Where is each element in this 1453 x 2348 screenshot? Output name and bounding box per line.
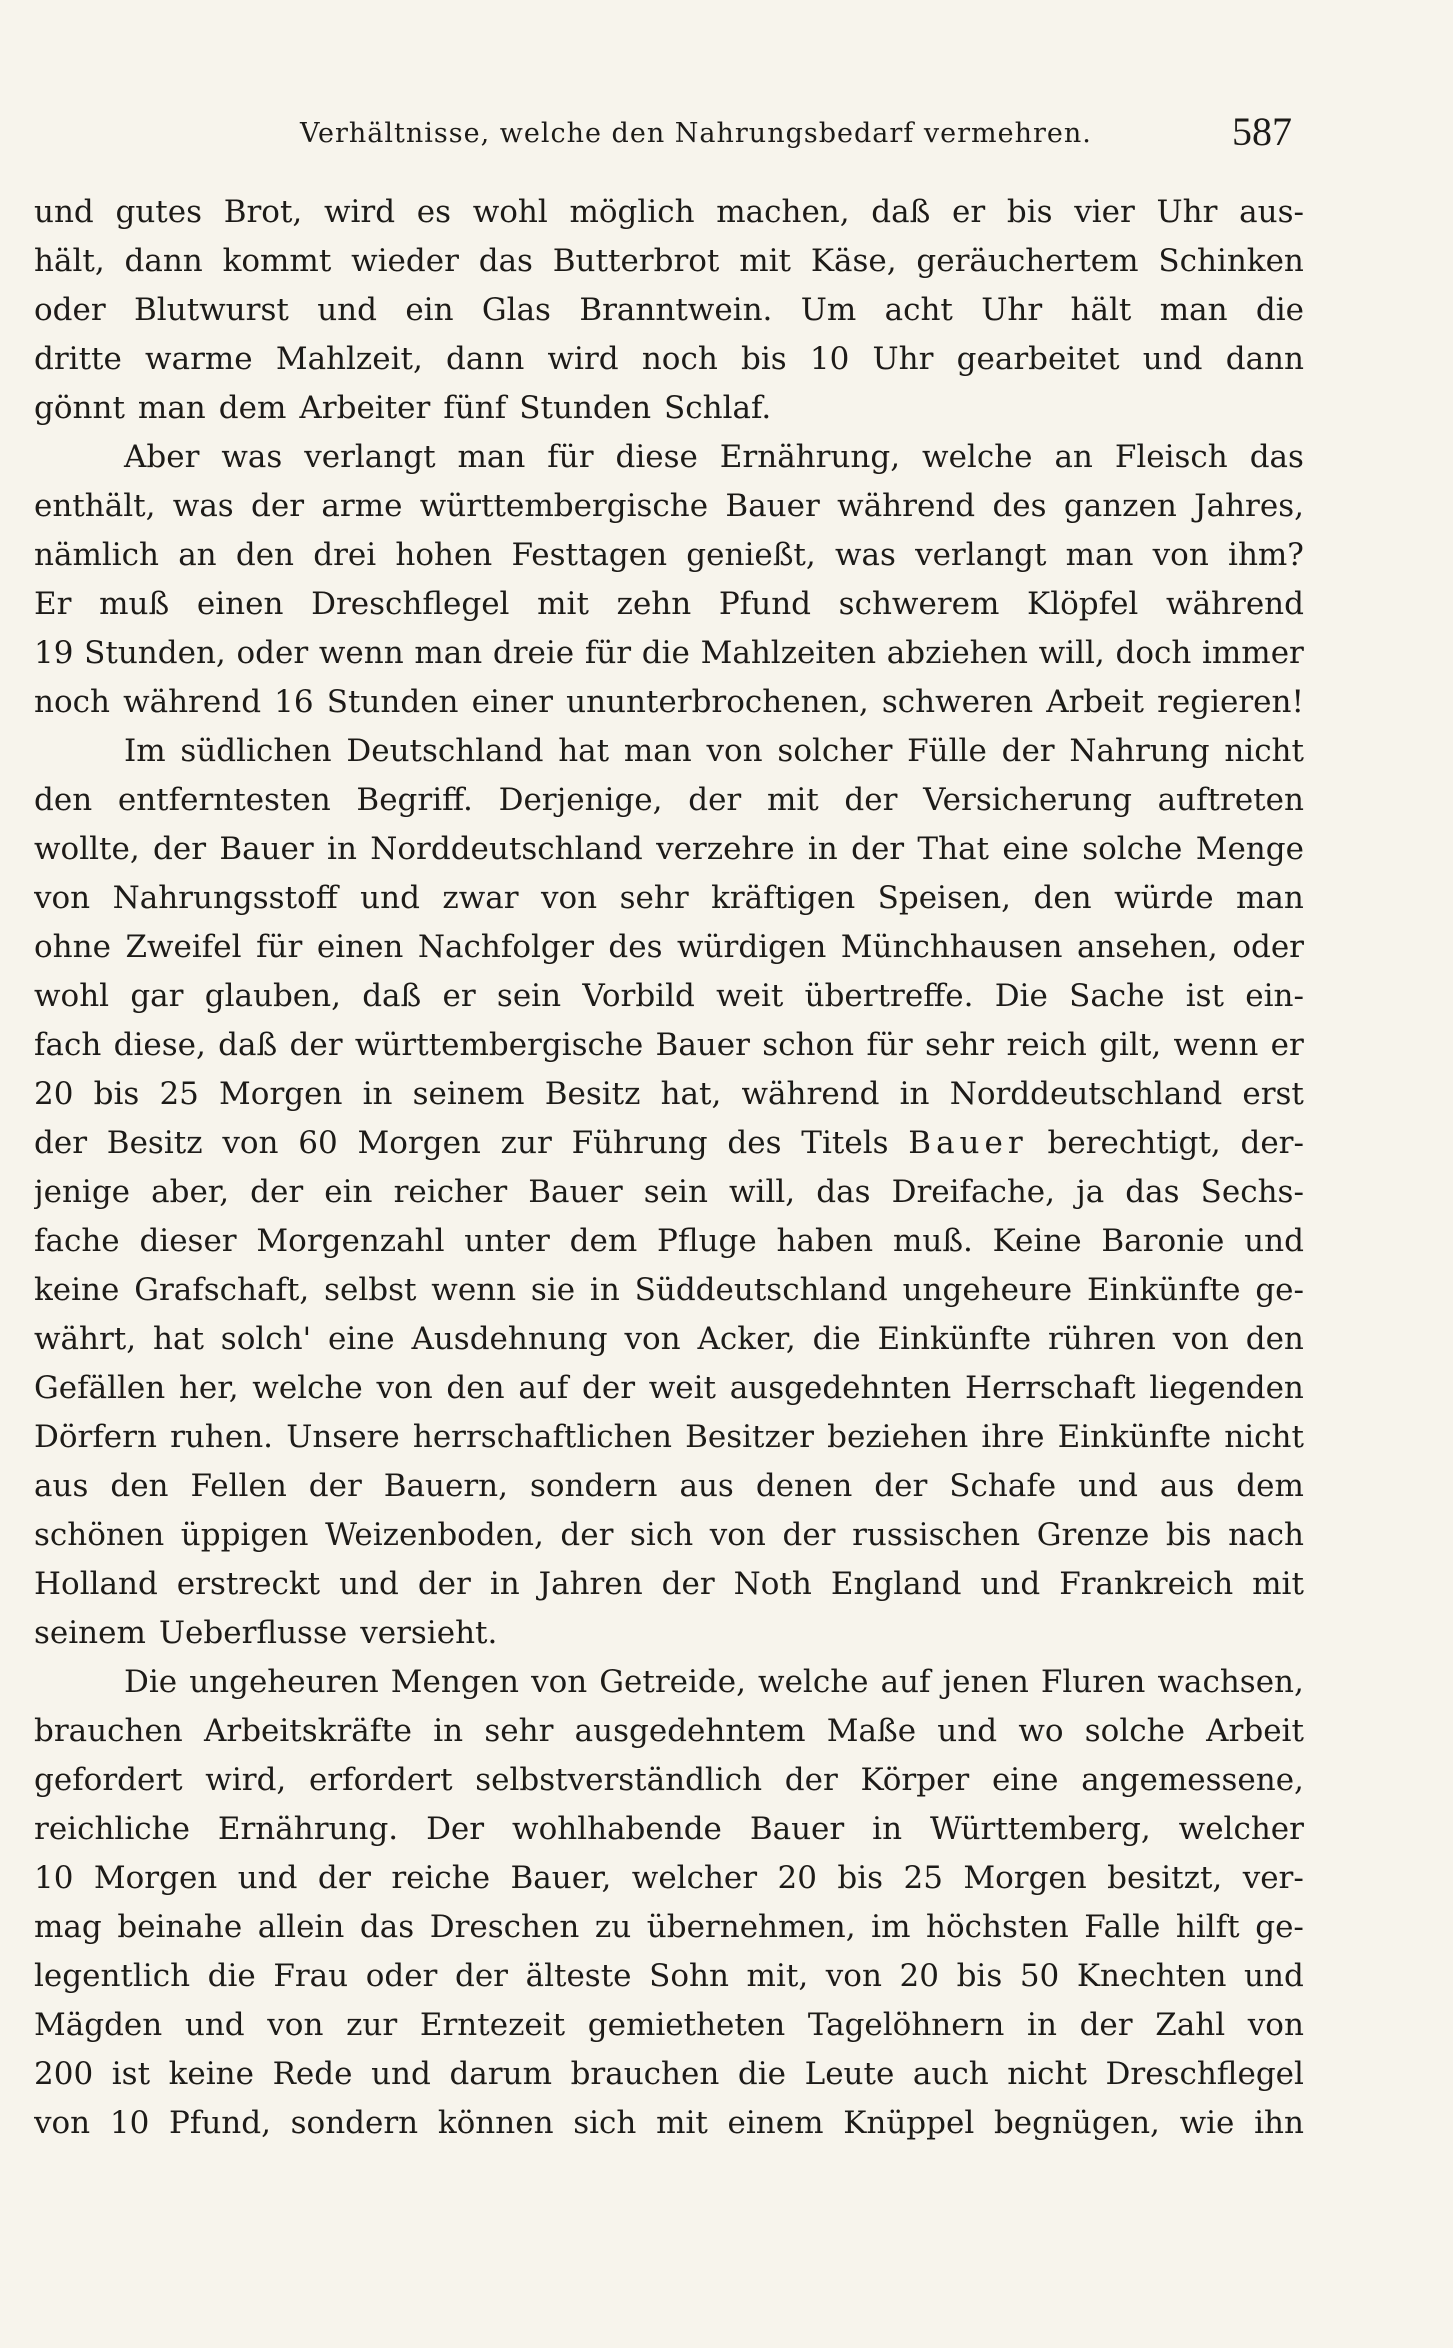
text-line: Im südlichen Deutschland hat man von solcher Fülle der Nahrung nicht (124, 733, 1304, 769)
text-line: ohne Zweifel für einen Nachfolger des würdigen Münchhausen ansehen, oder (34, 929, 1304, 965)
text-line: reichliche Ernährung. Der wohlhabende Bauer in Württemberg, welcher (34, 1811, 1304, 1847)
text-line: Gefällen her, welche von den auf der weit ausgedehnten Herrschaft liegenden (34, 1370, 1304, 1406)
text-line: legentlich die Frau oder der älteste Sohn mit, von 20 bis 50 Knechten und (34, 1958, 1304, 1994)
text-line: wollte, der Bauer in Norddeutschland verzehre in der That eine solche Menge (34, 831, 1304, 867)
text-line: fache dieser Morgenzahl unter dem Pfluge haben muß. Keine Baronie und (34, 1223, 1304, 1259)
text-line: Holland erstreckt und der in Jahren der Noth England und Frankreich mit (34, 1566, 1304, 1602)
text-line: enthält, was der arme württembergische Bauer während des ganzen Jahres, (34, 488, 1304, 524)
text-line: von 10 Pfund, sondern können sich mit einem Knüppel begnügen, wie ihn (34, 2105, 1304, 2141)
text-line: gefordert wird, erfordert selbstverständlich der Körper eine angemessene, (34, 1762, 1304, 1798)
text-line: Die ungeheuren Mengen von Getreide, welche auf jenen Fluren wachsen, (124, 1664, 1304, 1700)
text-line: mag beinahe allein das Dreschen zu übernehmen, im höchsten Falle hilft ge- (34, 1909, 1304, 1945)
text-line: keine Grafschaft, selbst wenn sie in Süddeutschland ungeheure Einkünfte ge- (34, 1272, 1304, 1308)
text-line: brauchen Arbeitskräfte in sehr ausgedehntem Maße und wo solche Arbeit (34, 1713, 1304, 1749)
page-number: 587 (1232, 109, 1292, 154)
text-line: fach diese, daß der württembergische Bauer schon für sehr reich gilt, wenn er (34, 1027, 1304, 1063)
text-line: Aber was verlangt man für diese Ernährung, welche an Fleisch das (124, 439, 1304, 475)
text-line: oder Blutwurst und ein Glas Branntwein. Um acht Uhr hält man die (34, 292, 1304, 328)
text-line: 19 Stunden, oder wenn man dreie für die Mahlzeiten abziehen will, doch immer (34, 635, 1304, 671)
text-line: schönen üppigen Weizenboden, der sich von der russischen Grenze bis nach (34, 1517, 1304, 1553)
text-line: der Besitz von 60 Morgen zur Führung des Titels Bauer berechtigt, der- (34, 1125, 1304, 1161)
running-head (0, 108, 1453, 158)
text-line: 10 Morgen und der reiche Bauer, welcher 20 bis 25 Morgen besitzt, ver- (34, 1860, 1304, 1896)
body-text (34, 188, 1304, 2148)
text-line: jenige aber, der ein reicher Bauer sein will, das Dreifache, ja das Sechs- (34, 1174, 1304, 1210)
text-line: von Nahrungsstoff und zwar von sehr kräftigen Speisen, den würde man (34, 880, 1304, 916)
text-line: aus den Fellen der Bauern, sondern aus denen der Schafe und aus dem (34, 1468, 1304, 1504)
text-line: Er muß einen Dreschflegel mit zehn Pfund schwerem Klöpfel während (34, 586, 1304, 622)
text-line: nämlich an den drei hohen Festtagen genießt, was verlangt man von ihm? (34, 537, 1304, 573)
running-title: Verhältnisse, welche den Nahrungsbedarf vermehren. (300, 118, 1092, 149)
text-line: 20 bis 25 Morgen in seinem Besitz hat, während in Norddeutschland erst (34, 1076, 1304, 1112)
text-line: den entferntesten Begriff. Derjenige, der mit der Versicherung auftreten (34, 782, 1304, 818)
text-line: gönnt man dem Arbeiter fünf Stunden Schlaf. (34, 390, 772, 426)
text-line: 200 ist keine Rede und darum brauchen die Leute auch nicht Dreschflegel (34, 2056, 1304, 2092)
text-line: und gutes Brot, wird es wohl möglich machen, daß er bis vier Uhr aus- (34, 194, 1304, 230)
text-line: Mägden und von zur Erntezeit gemietheten Tagelöhnern in der Zahl von (34, 2007, 1304, 2043)
text-line: währt, hat solch' eine Ausdehnung von Acker, die Einkünfte rühren von den (34, 1321, 1304, 1357)
text-line: noch während 16 Stunden einer ununterbrochenen, schweren Arbeit regieren! (34, 684, 1304, 720)
text-line: Dörfern ruhen. Unsere herrschaftlichen Besitzer beziehen ihre Einkünfte nicht (34, 1419, 1304, 1455)
text-line: wohl gar glauben, daß er sein Vorbild weit übertreffe. Die Sache ist ein- (34, 978, 1304, 1014)
text-line: seinem Ueberflusse versieht. (34, 1615, 498, 1651)
text-line: hält, dann kommt wieder das Butterbrot mit Käse, geräuchertem Schinken (34, 243, 1304, 279)
text-line: dritte warme Mahlzeit, dann wird noch bis 10 Uhr gearbeitet und dann (34, 341, 1304, 377)
